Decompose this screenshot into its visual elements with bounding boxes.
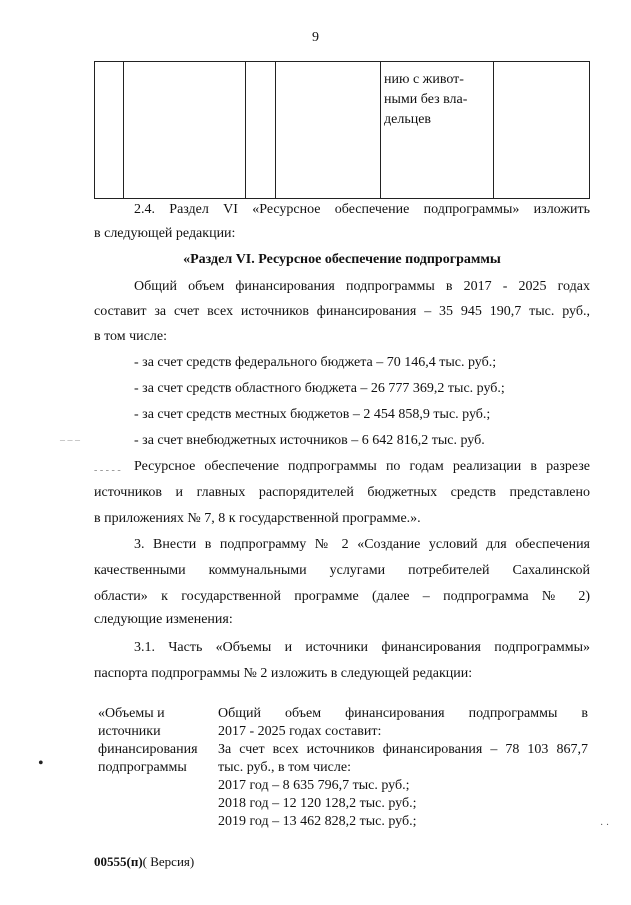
footer-version: ( Версия): [142, 854, 195, 869]
bottom-table-right: [218, 705, 588, 831]
item-3-line2: качественными коммунальными услугами потребителей Сахалинской: [94, 563, 590, 578]
bottom-table-year-line: 2017 год – 8 635 796,7 тыс. руб.;: [218, 778, 410, 793]
bottom-table-left-line: источники: [98, 724, 161, 739]
table-col-divider: [380, 62, 381, 198]
item-3-1-line1: 3.1. Часть «Объемы и источники финансирования подпрограммы»: [134, 640, 590, 655]
scan-mark: – – –: [60, 435, 80, 446]
section-heading: «Раздел VI. Ресурсное обеспечение подпрограммы: [183, 252, 501, 267]
table-cell-line: нию с живот-: [384, 72, 464, 87]
funding-item: - за счет средств местных бюджетов – 2 454 858,9 тыс. руб.;: [134, 407, 491, 422]
funding-intro-line1: Общий объем финансирования подпрограммы в 2017 - 2025 годах: [134, 279, 590, 294]
bottom-table-left: [98, 705, 198, 777]
item-3-1-line2: паспорта подпрограммы № 2 изложить в следующей редакции:: [94, 666, 473, 681]
resource-para-line3: в приложениях № 7, 8 к государственной программе.».: [94, 511, 421, 526]
section-2-4-line1: 2.4. Раздел VI «Ресурсное обеспечение подпрограммы» изложить: [134, 202, 590, 217]
bottom-table-right-line1: Общий объем финансирования подпрограммы в: [218, 706, 588, 721]
table-col-divider: [123, 62, 124, 198]
bottom-table-left-line: подпрограммы: [98, 760, 187, 775]
scan-mark: - - - - -: [94, 465, 121, 476]
funding-item: - за счет внебюджетных источников – 6 642 816,2 тыс. руб.: [134, 433, 485, 448]
item-3-line4: следующие изменения:: [94, 612, 233, 627]
bottom-table-year-line: 2019 год – 13 462 828,2 тыс. руб.;: [218, 814, 417, 829]
funding-item: - за счет средств федерального бюджета – 70 146,4 тыс. руб.;: [134, 355, 497, 370]
bottom-table-left-line: финансирования: [98, 742, 198, 757]
resource-para-line2: источников и главных распорядителей бюджетных средств представлено: [94, 485, 590, 500]
scan-mark: · ·: [600, 820, 610, 831]
top-table: [94, 61, 590, 199]
scan-mark: •: [38, 755, 44, 772]
section-2-4-line2: в следующей редакции:: [94, 226, 236, 241]
table-cell-line: дельцев: [384, 112, 432, 127]
table-cell-text: [384, 70, 494, 130]
item-3-line1: 3. Внести в подпрограмму № 2 «Создание условий для обеспечения: [134, 537, 590, 552]
table-cell-line: ными без вла-: [384, 92, 468, 107]
page-number: 9: [312, 30, 319, 45]
funding-item: - за счет средств областного бюджета – 26 777 369,2 тыс. руб.;: [134, 381, 505, 396]
table-col-divider: [245, 62, 246, 198]
funding-intro-line3: в том числе:: [94, 329, 167, 344]
funding-intro-line2: составит за счет всех источников финансирования – 35 945 190,7 тыс. руб.,: [94, 304, 590, 319]
bottom-table-right-line4: тыс. руб., в том числе:: [218, 760, 351, 775]
footer: [94, 854, 194, 870]
bottom-table-right-line2: 2017 - 2025 годах составит:: [218, 724, 382, 739]
bottom-table-right-line3: За счет всех источников финансирования – 78 103 867,7: [218, 742, 588, 757]
bottom-table-left-line: «Объемы и: [98, 706, 165, 721]
resource-para-line1: Ресурсное обеспечение подпрограммы по годам реализации в разрезе: [134, 459, 590, 474]
item-3-line3: области» к государственной программе (далее – подпрограмма № 2): [94, 589, 590, 604]
table-col-divider: [275, 62, 276, 198]
footer-code: 00555(п): [94, 854, 143, 869]
bottom-table-year-line: 2018 год – 12 120 128,2 тыс. руб.;: [218, 796, 417, 811]
